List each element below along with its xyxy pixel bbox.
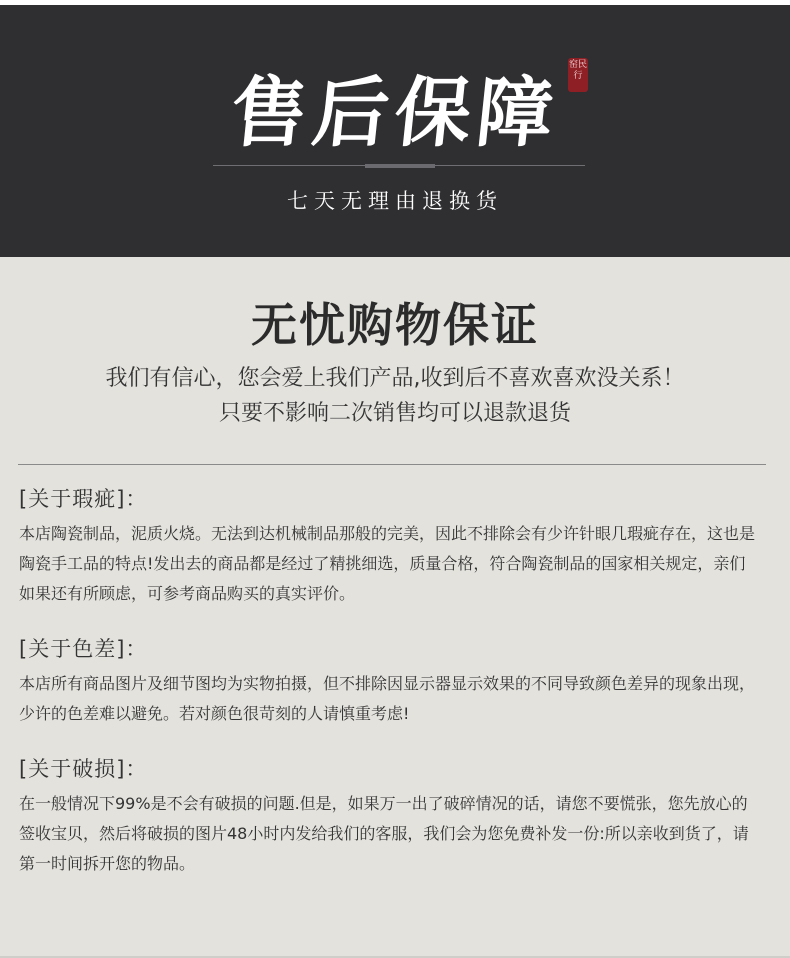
section-body-color: 本店所有商品图片及细节图均为实物拍摄，但不排除因显示器显示效果的不同导致颜色差异的现象出现，少许的色差难以避免。若对颜色很苛刻的人请慎重考虑! <box>19 674 756 723</box>
header-banner <box>0 5 790 257</box>
section-defects <box>19 483 759 609</box>
intro-line-2: 只要不影响二次销售均可以退款退货 <box>218 401 571 426</box>
section-heading-damage: [关于破损]： <box>19 757 148 781</box>
guarantee-title: 无忧购物保证 <box>251 298 539 352</box>
section-damage <box>19 753 759 879</box>
section-color-difference <box>19 633 759 729</box>
banner-subtitle: 七天无理由退换货 <box>287 189 503 213</box>
section-divider <box>18 464 766 465</box>
guarantee-intro <box>0 361 790 431</box>
section-heading-color: [关于色差]： <box>19 637 148 661</box>
seal-stamp: 窑民行 <box>568 58 588 92</box>
intro-line-1: 我们有信心，您会爱上我们产品,收到后不喜欢喜欢没关系！ <box>105 366 685 391</box>
banner-title: 售后保障 <box>226 68 564 157</box>
banner-divider-accent <box>365 164 435 168</box>
guarantee-section <box>0 257 790 958</box>
section-heading-defects: [关于瑕疵]： <box>19 487 148 511</box>
section-body-damage: 在一般情况下99%是不会有破损的问题.但是，如果万一出了破碎情况的话，请您不要慌张，您先放心的签收宝贝，然后将破损的图片48小时内发给我们的客服，我们会为您免费补发一份:所以亲收到货了，请第一时间拆开您的物品。 <box>19 794 749 873</box>
section-body-defects: 本店陶瓷制品，泥质火烧。无法到达机械制品那般的完美，因此不排除会有少许针眼几瑕疵存在，这也是陶瓷手工品的特点!发出去的商品都是经过了精挑细选，质量合格，符合陶瓷制品的国家相关规定，亲们如果还有所顾虑，可参考商品购买的真实评价。 <box>19 524 756 603</box>
